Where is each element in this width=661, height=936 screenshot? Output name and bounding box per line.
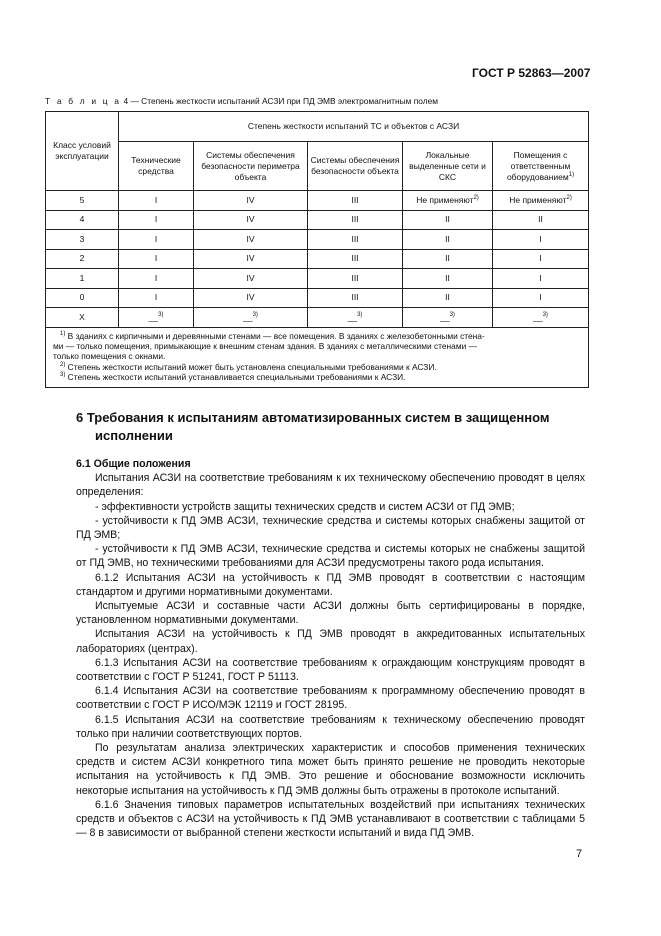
table-row bbox=[46, 269, 589, 289]
cell: __$^{3)}$ bbox=[194, 308, 308, 328]
cell: I bbox=[119, 288, 194, 308]
paragraph: 6.1.5 Испытания АСЗИ на соответствие требованиям к техническому обеспечению проводят только при наличии соответствующих портов. bbox=[76, 713, 585, 740]
cell: II bbox=[403, 288, 493, 308]
header-col-4: Локальные выделенные сети и СКС bbox=[403, 142, 493, 191]
cell: II bbox=[403, 210, 493, 230]
row-class: 0 bbox=[46, 288, 119, 308]
hardness-table bbox=[45, 111, 589, 388]
footnote-3: $^{3)}$ Степень жесткости испытаний устанавливается специальными требованиями к АСЗИ. bbox=[60, 372, 406, 383]
header-col-2: Системы обеспечения безопасности периметра объекта bbox=[194, 142, 308, 191]
page-number: 7 bbox=[576, 848, 583, 860]
row-class: X bbox=[46, 308, 119, 328]
cell: II bbox=[403, 230, 493, 250]
table-row bbox=[46, 249, 589, 269]
footnote-1: $^{1)}$ В зданиях с кирпичными и деревянными стенами — все помещения. В зданиях с железобетонными стена- bbox=[60, 330, 485, 341]
footnote-1-cont: ми — только помещения, примыкающие к внешним стенам здания. В зданиях с металлическими стенами — bbox=[53, 340, 477, 351]
cell: III bbox=[308, 269, 403, 289]
cell: I bbox=[493, 288, 589, 308]
footnote-2: $^{2)}$ Степень жесткости испытаний может быть установлена специальными требованиями к АСЗИ. bbox=[60, 361, 437, 372]
cell: I bbox=[119, 249, 194, 269]
cell: III bbox=[308, 210, 403, 230]
cell: III bbox=[308, 249, 403, 269]
table-footnotes bbox=[46, 327, 589, 387]
paragraph: 6.1.6 Значения типовых параметров испытательных воздействий при испытаниях технических средств и объектов с АСЗИ на устойчивость к ПД ЭМВ устанавливают в соответствии с таблицами 5 — 8 в зависимости от выбранной степени жесткости испытаний и вида ПД ЭМВ. bbox=[76, 798, 585, 840]
header-col-1: Технические средства bbox=[119, 142, 194, 191]
paragraph: По результатам анализа электрических характеристик и способов применения технических средств и систем АСЗИ конкретного типа может быть принято решение не проводить некоторые испытания на устойчивость к ПД ЭМВ. Это решение и обоснование возможности исключить некоторые испытания на устойчивость к ПД ЭМВ должны быть отражены в протоколе испытаний. bbox=[76, 742, 585, 797]
footnote-1-cont: только помещения с окнами. bbox=[53, 351, 166, 362]
paragraph: Испытуемые АСЗИ и составные части АСЗИ должны быть сертифицированы в порядке, установленном нормативными документами. bbox=[76, 600, 585, 627]
cell: I bbox=[493, 230, 589, 250]
cell: __$^{3)}$ bbox=[403, 308, 493, 328]
cell: Не применяют$^{2)}$ bbox=[403, 191, 493, 211]
table-caption-label: Т а б л и ц а bbox=[45, 96, 122, 106]
header-col-3: Системы обеспечения безопасности объекта bbox=[308, 142, 403, 191]
cell: IV bbox=[194, 249, 308, 269]
cell: IV bbox=[194, 210, 308, 230]
document-header-id: ГОСТ Р 52863—2007 bbox=[472, 66, 591, 80]
cell: IV bbox=[194, 230, 308, 250]
paragraph: Испытания АСЗИ на соответствие требованиям к их техническому обеспечению проводят в целях определения: bbox=[76, 472, 585, 499]
cell: IV bbox=[194, 191, 308, 211]
cell: III bbox=[308, 191, 403, 211]
cell: Не применяют$^{2)}$ bbox=[493, 191, 589, 211]
table-row bbox=[46, 191, 589, 211]
list-item: - эффективности устройств защиты технических средств и систем АСЗИ от ПД ЭМВ; bbox=[95, 500, 515, 513]
list-item: - устойчивости к ПД ЭМВ АСЗИ, технические средства и системы которых снабжены защитой от ПД ЭМВ; bbox=[76, 514, 585, 542]
cell: II bbox=[493, 210, 589, 230]
table-row bbox=[46, 210, 589, 230]
paragraph: Испытания АСЗИ на устойчивость к ПД ЭМВ проводят в аккредитованных испытательных лабораториях (центрах). bbox=[76, 628, 585, 655]
cell: I bbox=[493, 249, 589, 269]
cell: IV bbox=[194, 269, 308, 289]
cell: I bbox=[493, 269, 589, 289]
cell: III bbox=[308, 230, 403, 250]
table-row bbox=[46, 230, 589, 250]
cell: __$^{3)}$ bbox=[308, 308, 403, 328]
cell: I bbox=[119, 191, 194, 211]
cell: I bbox=[119, 210, 194, 230]
row-class: 1 bbox=[46, 269, 119, 289]
row-class: 3 bbox=[46, 230, 119, 250]
list-item: - устойчивости к ПД ЭМВ АСЗИ, технические средства и системы которых не снабжены защитой от ПД ЭМВ, но техническими требованиями для АСЗИ предусмотрены такого рода испытания. bbox=[76, 543, 585, 570]
cell: I bbox=[119, 230, 194, 250]
section-6-body bbox=[76, 457, 585, 840]
header-group: Степень жесткости испытаний ТС и объектов с АСЗИ bbox=[119, 112, 589, 142]
paragraph: 6.1.2 Испытания АСЗИ на устойчивость к ПД ЭМВ проводят в соответствии с настоящим стандартом и другими нормативными документами. bbox=[76, 571, 585, 598]
subsection-6-1-title: 6.1 Общие положения bbox=[76, 458, 191, 470]
cell: __$^{3)}$ bbox=[119, 308, 194, 328]
paragraph: 6.1.4 Испытания АСЗИ на соответствие требованиям к программному обеспечению проводят в соответствии с ГОСТ Р ИСО/МЭК 12119 и ГОСТ 28195. bbox=[76, 685, 585, 712]
cell: __$^{3)}$ bbox=[493, 308, 589, 328]
row-class: 5 bbox=[46, 191, 119, 211]
header-col-5: Помещения с ответственным оборудованием$^{1)}$ bbox=[493, 142, 589, 191]
row-class: 4 bbox=[46, 210, 119, 230]
cell: IV bbox=[194, 288, 308, 308]
cell: I bbox=[119, 269, 194, 289]
header-class: Класс условий эксплуатации bbox=[46, 112, 119, 191]
cell: III bbox=[308, 288, 403, 308]
cell: II bbox=[403, 249, 493, 269]
row-class: 2 bbox=[46, 249, 119, 269]
table-caption-text: 4 — Степень жесткости испытаний АСЗИ при ПД ЭМВ электромагнитным полем bbox=[123, 96, 439, 106]
section-6-title: 6 Требования к испытаниям автоматизированных систем в защищенном исполнении bbox=[76, 410, 550, 443]
paragraph: 6.1.3 Испытания АСЗИ на соответствие требованиям к ограждающим конструкциям проводят в соответствии с ГОСТ Р 51241, ГОСТ Р 51113. bbox=[76, 656, 585, 684]
table-caption bbox=[45, 96, 438, 106]
table-row bbox=[46, 308, 589, 328]
table-row bbox=[46, 288, 589, 308]
cell: II bbox=[403, 269, 493, 289]
